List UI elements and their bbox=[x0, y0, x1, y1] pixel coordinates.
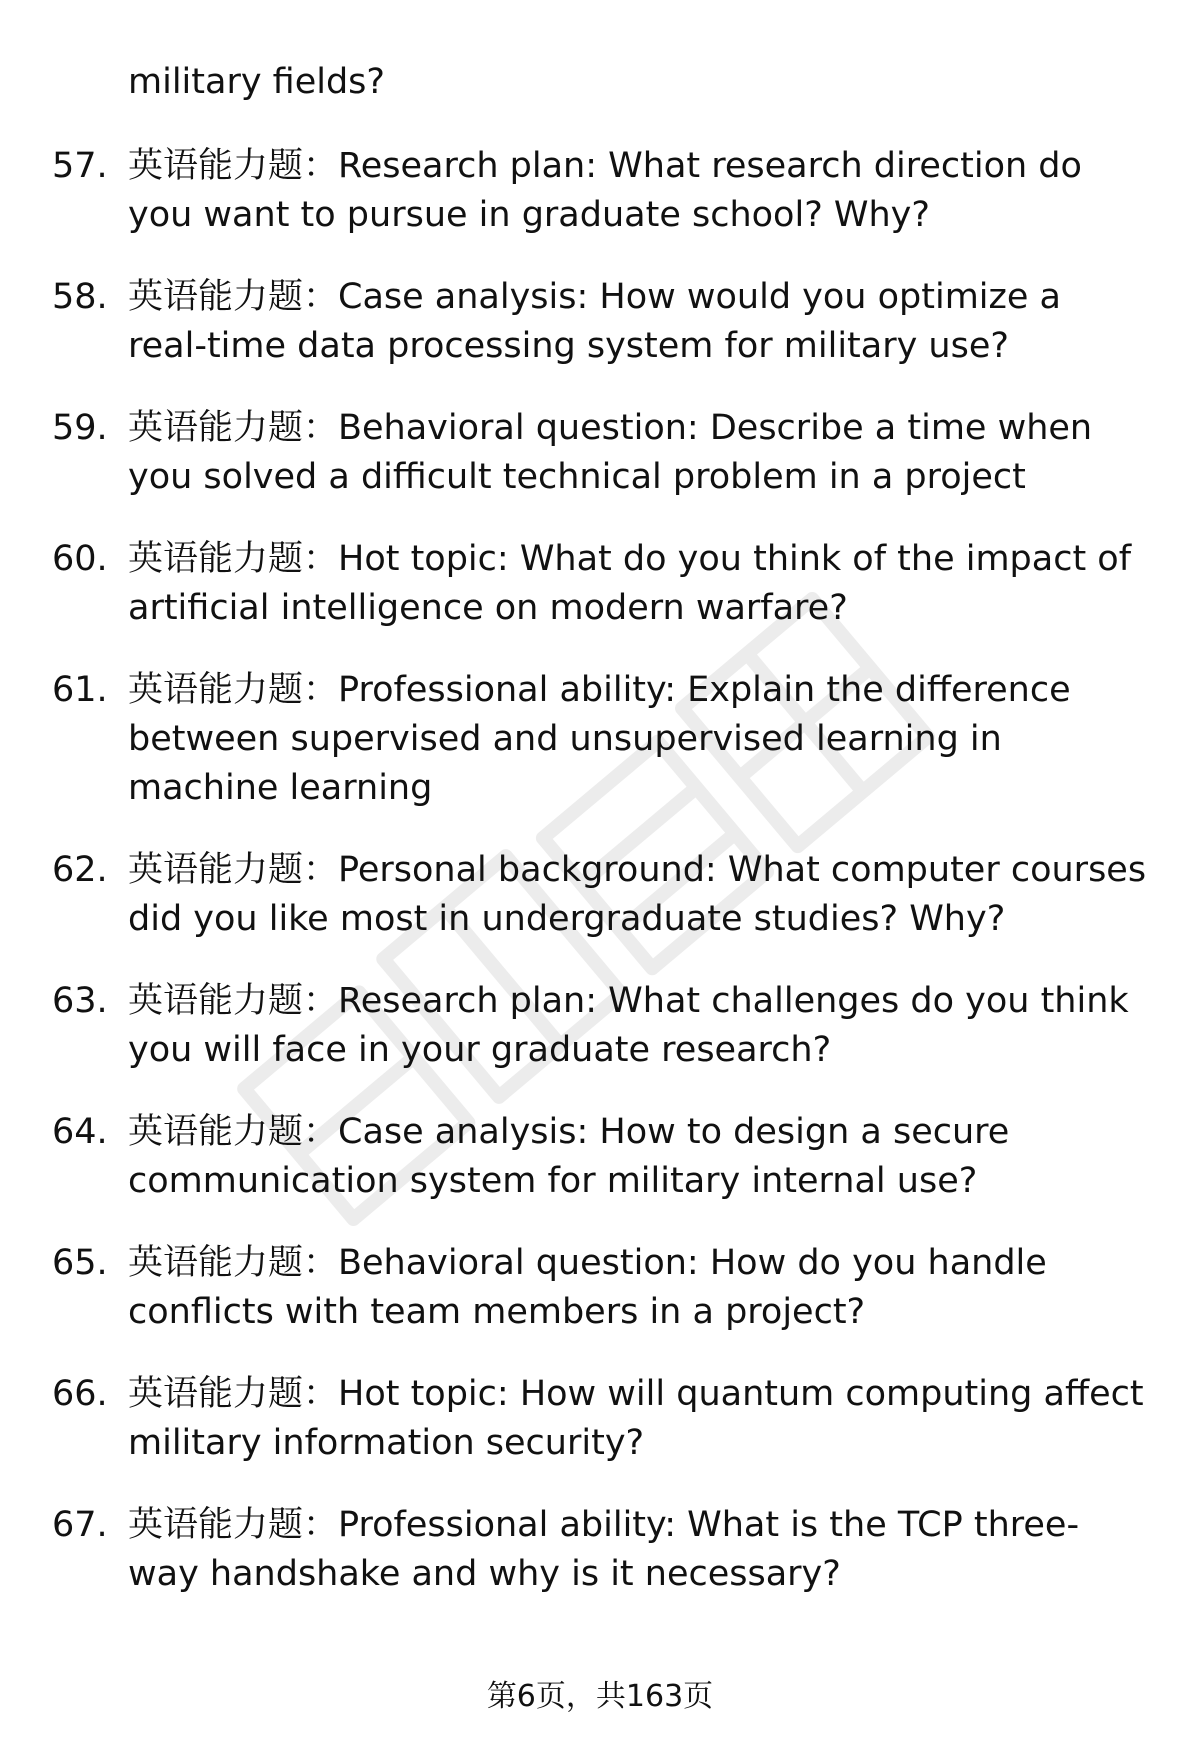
question-text: 英语能力题：Hot topic: What do you think of the impact of artificial intelligence on modern warfare? bbox=[128, 539, 1132, 628]
question-text: 英语能力题：Personal background: What computer courses did you like most in undergraduate studies? Why? bbox=[128, 850, 1147, 939]
question-number: 67. bbox=[52, 1505, 108, 1545]
question-text: 英语能力题：Research plan: What research direction do you want to pursue in graduate school? Why? bbox=[128, 146, 1082, 235]
list-item bbox=[0, 1501, 1200, 1599]
question-number: 66. bbox=[52, 1374, 108, 1414]
question-list bbox=[0, 142, 1200, 1632]
question-number: 60. bbox=[52, 539, 108, 579]
list-item bbox=[0, 142, 1200, 240]
question-text: 英语能力题：Hot topic: How will quantum computing affect military information security? bbox=[128, 1374, 1144, 1463]
question-number: 64. bbox=[52, 1112, 108, 1152]
question-text: 英语能力题：Case analysis: How to design a secure communication system for military internal use? bbox=[128, 1112, 1010, 1201]
continuation-text: military fields? bbox=[128, 62, 385, 102]
question-text: 英语能力题：Behavioral question: How do you handle conflicts with team members in a project? bbox=[128, 1243, 1047, 1332]
question-number: 59. bbox=[52, 408, 108, 448]
page-footer: 第6页，共163页 bbox=[486, 1679, 714, 1714]
question-number: 57. bbox=[52, 146, 108, 186]
question-number: 65. bbox=[52, 1243, 108, 1283]
question-text: 英语能力题：Behavioral question: Describe a time when you solved a difficult technical problem in a project bbox=[128, 408, 1093, 497]
question-number: 61. bbox=[52, 670, 108, 710]
list-item bbox=[0, 404, 1200, 502]
list-item bbox=[0, 846, 1200, 944]
list-item bbox=[0, 1108, 1200, 1206]
question-text: 英语能力题：Professional ability: Explain the difference between supervised and unsupervised learning in machine learning bbox=[128, 670, 1071, 808]
list-item bbox=[0, 535, 1200, 633]
list-item bbox=[0, 977, 1200, 1075]
question-number: 63. bbox=[52, 981, 108, 1021]
question-number: 62. bbox=[52, 850, 108, 890]
question-number: 58. bbox=[52, 277, 108, 317]
list-item bbox=[0, 1239, 1200, 1337]
list-item bbox=[0, 666, 1200, 813]
list-item bbox=[0, 1370, 1200, 1468]
list-item bbox=[0, 273, 1200, 371]
question-text: 英语能力题：Professional ability: What is the TCP three-way handshake and why is it necessary? bbox=[128, 1505, 1080, 1594]
question-text: 英语能力题：Case analysis: How would you optimize a real-time data processing system for military use? bbox=[128, 277, 1061, 366]
question-text: 英语能力题：Research plan: What challenges do you think you will face in your graduate research? bbox=[128, 981, 1129, 1070]
